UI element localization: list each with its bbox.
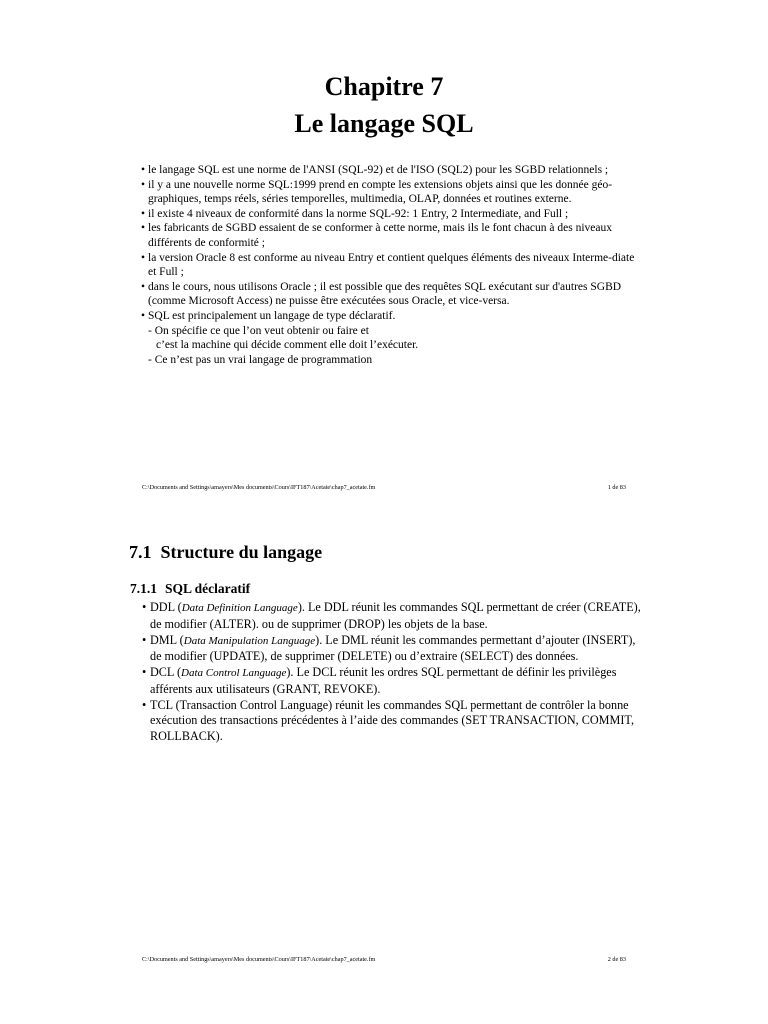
bullet-term: Data Manipulation Language (183, 634, 316, 647)
section-number: 7.1 (129, 542, 152, 562)
footer-page-number: 1 de 83 (607, 484, 626, 491)
chapter-number: Chapitre 7 (324, 72, 444, 101)
footer-file-path: C:\Documents and Settings\amayers\Mes documents\Cours\IFT187\Acetate\chap7_acetate.fm (142, 956, 376, 963)
sub-item (141, 353, 641, 368)
bullet-item: • les fabricants de SGBD essaient de se conformer à cette norme, mais ils le font chacun à des niveaux différents de conformité ; (141, 221, 641, 250)
bullet-item: • dans le cours, nous utilisons Oracle ; il est possible que des requêtes SQL exécutant sur d'autres SGBD (comme Microsoft Access) ne puisse être exécutées sous Oracle, et vice-versa. (141, 280, 641, 309)
bullet-text: DCL ( (150, 665, 182, 680)
bullet-item: • il existe 4 niveaux de conformité dans la norme SQL-92: 1 Entry, 2 Intermediate, and Full ; (141, 207, 641, 222)
footer-file-path: C:\Documents and Settings\amayers\Mes documents\Cours\IFT187\Acetate\chap7_acetate.fm (142, 484, 376, 491)
section-heading (129, 543, 322, 561)
subsection-title: SQL déclaratif (165, 581, 251, 596)
bullet-term: Data Definition Language (181, 602, 298, 614)
bullet-text: DDL ( (150, 600, 182, 614)
document-page-2 (0, 506, 768, 1024)
bullet-list (142, 600, 642, 744)
bullet-item: • il y a une nouvelle norme SQL:1999 prend en compte les extensions objets ainsi que les donnée géo-graphiques, temps réels, séries temporelles, multimedia, OLAP, données et routines externe. (141, 178, 641, 207)
bullet-text: ). Le DCL réunit les ordres SQL permettant de définir les privilèges afférents aux utilisateurs (GRANT, REVOKE). (150, 665, 617, 696)
bullet-item: • SQL est principalement un langage de type déclaratif. (141, 309, 641, 324)
document-page-1 (0, 0, 768, 506)
bullet-text: ). Le DDL réunit les commandes SQL permettant de créer (CREATE), de modifier (ALTER). ou de supprimer (DROP) les objets de la base. (150, 600, 641, 631)
bullet-item (142, 698, 642, 745)
bullet-item (142, 600, 642, 632)
subsection-heading (130, 582, 250, 596)
bullet-item: • le langage SQL est une norme de l'ANSI (SQL-92) et de l'ISO (SQL2) pour les SGBD relationnels ; (141, 163, 641, 178)
bullet-item: • la version Oracle 8 est conforme au niveau Entry et contient quelques éléments des niveaux Interme-diate et Full ; (141, 251, 641, 280)
sub-item-continuation: c’est la machine qui décide comment elle doit l’exécuter. (156, 339, 419, 352)
chapter-title: Le langage SQL (294, 109, 474, 138)
section-title: Structure du langage (160, 542, 323, 562)
bullet-item (142, 665, 642, 697)
footer-page-number: 2 de 83 (607, 956, 626, 963)
bullet-term: Data Control Language (181, 667, 287, 680)
bullet-text: DML ( (150, 632, 184, 647)
bullet-item (142, 633, 642, 665)
bullet-text: ). Le DML réunit les commandes permettant d’ajouter (INSERT), de modifier (UPDATE), de supprimer (DELETE) ou d’extraire (SELECT) des données. (150, 632, 636, 664)
subsection-number: 7.1.1 (130, 581, 157, 596)
bullet-list (141, 163, 641, 367)
sub-item-text: - On spécifie ce que l’on veut obtenir ou faire et (148, 324, 369, 337)
bullet-text: TCL (Transaction Control Language) réunit les commandes SQL permettant de contrôler la bonne exécution des transactions précédentes à l’aide des commandes (SET TRANSACTION, COMMIT, ROLLBACK). (150, 697, 634, 743)
sub-item-text: - Ce n’est pas un vrai langage de programmation (148, 353, 373, 366)
sub-item (141, 324, 641, 353)
